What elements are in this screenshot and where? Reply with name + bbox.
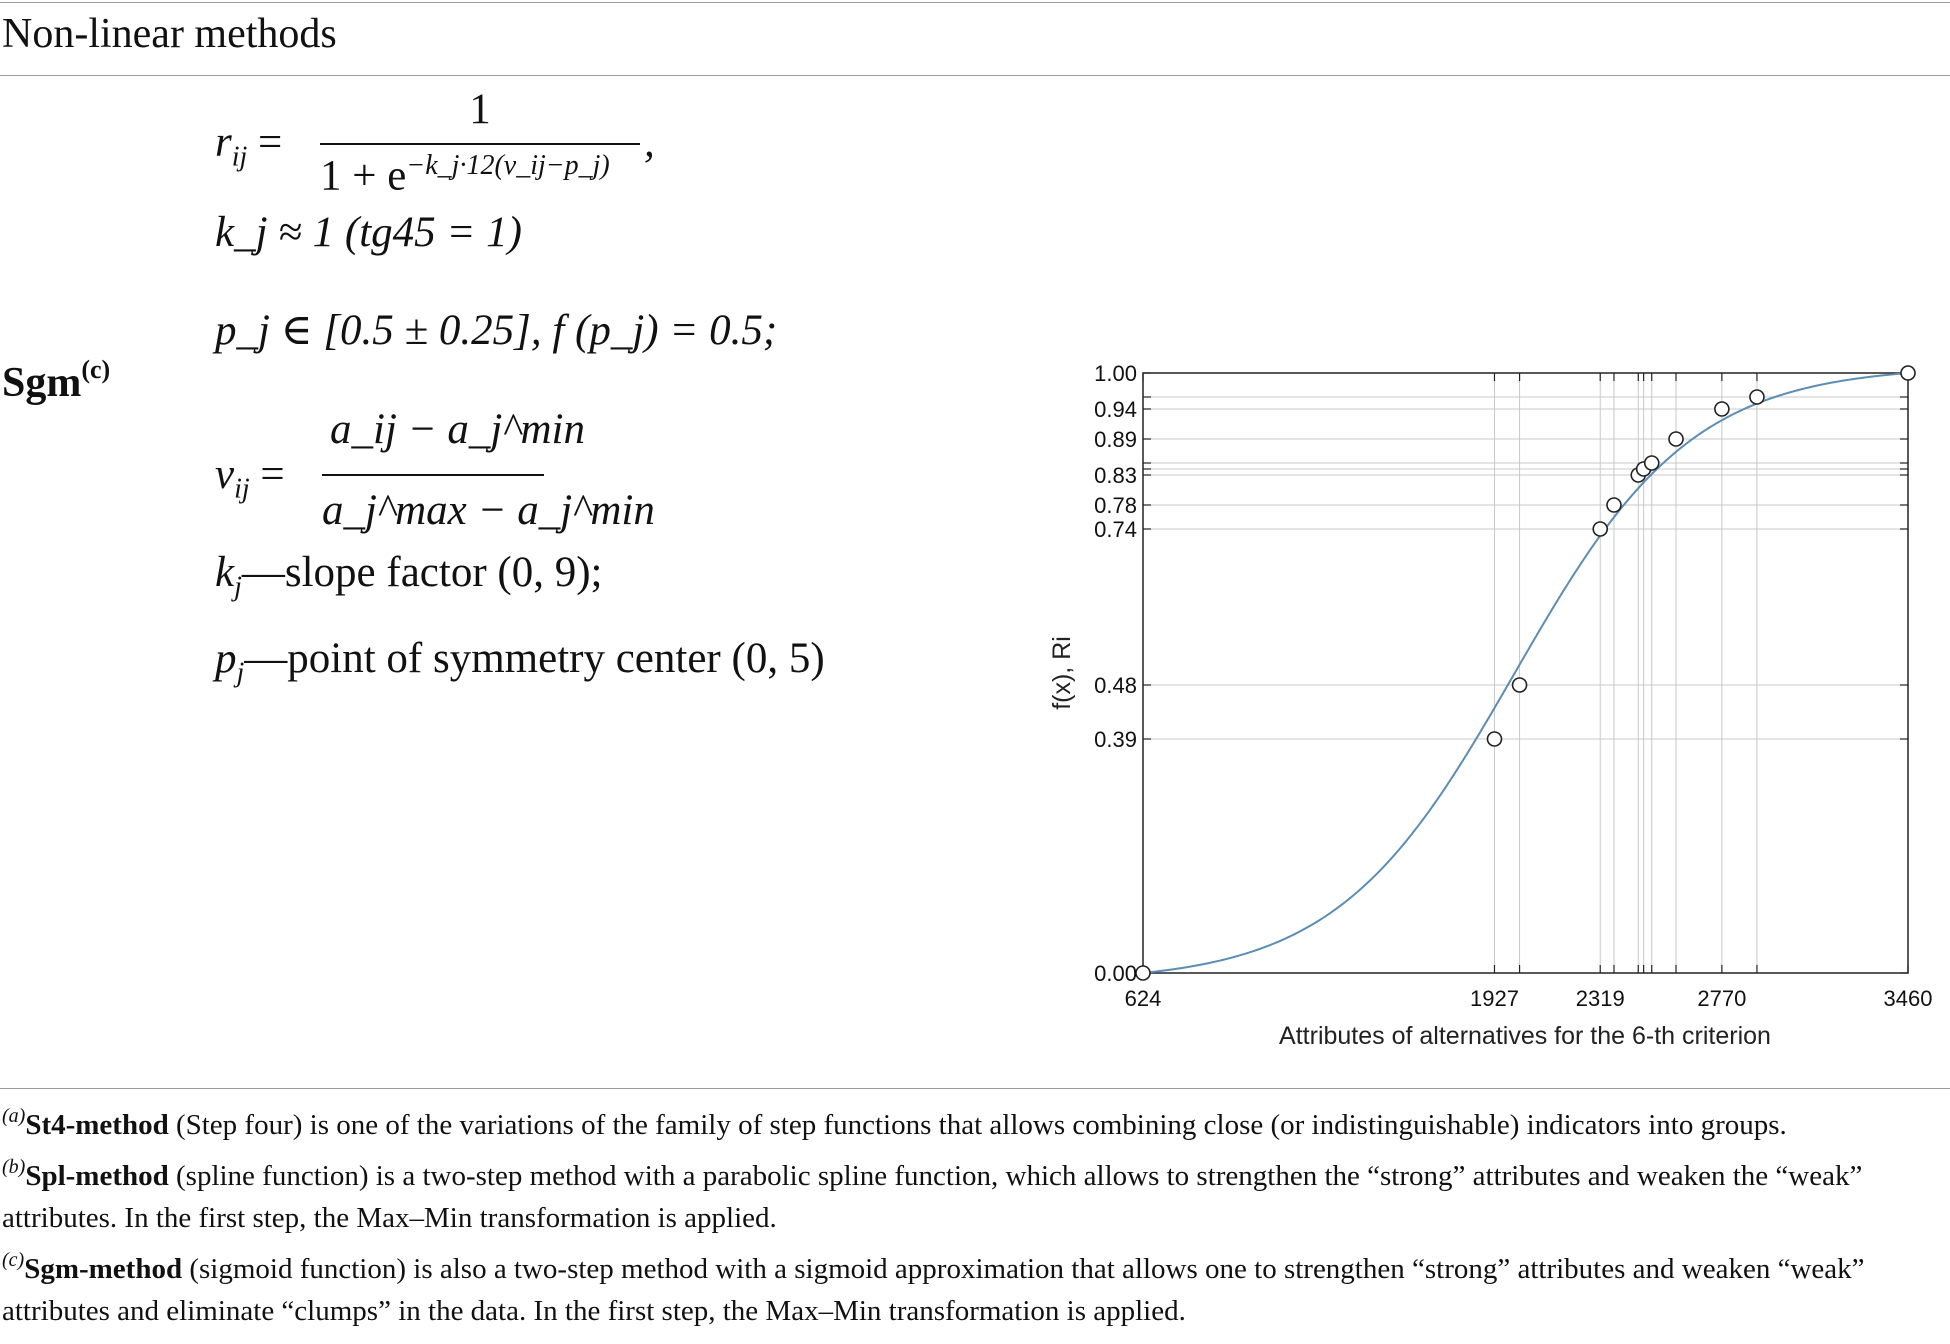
formula-r-tail: , (644, 119, 655, 166)
definition-p: $p_j—point$ of symmetry center (0, 5) (215, 635, 825, 689)
x-tick-label: 2319 (1575, 986, 1625, 1011)
footnote-b: $^{(b)}$Spl-method (spline function) is a two-step method with a parabolic spline function, which allows to strengthen the “strong” attributes and weaken the “weak” attributes. In the first step, the Max–Min transformation is applied. (2, 1156, 1863, 1234)
data-point (1715, 402, 1729, 416)
y-tick-label: 0.48 (1094, 673, 1137, 698)
formula-v-lhs: $v_{ij}$ = (215, 451, 285, 505)
method-label (2, 355, 110, 407)
y-tick-label: 0.94 (1094, 397, 1137, 422)
chart-grid (1143, 373, 1908, 973)
x-tick-label: 3460 (1883, 986, 1933, 1011)
top-rule (0, 2, 1950, 3)
footnote-a: $^{(a)}$St4-method (Step four) is one of the variations of the family of step functions that allows combining close (or indistinguishable) indicators into groups. (2, 1105, 1787, 1141)
x-tick-label: 1927 (1470, 986, 1519, 1011)
y-tick-label: 0.39 (1094, 727, 1137, 752)
definition-k: $k_j—slope$ factor (0, 9); (215, 549, 603, 603)
y-tick-label: 0.89 (1094, 427, 1137, 452)
data-point (1901, 366, 1915, 380)
y-tick-label: 0.00 (1094, 961, 1137, 986)
formula-p-line: p_j ∈ [0.5 ± 0.25], f (p_j) = 0.5; (215, 307, 778, 354)
formula-r-numerator: 1 (469, 86, 491, 133)
formula-v-numerator: a_ij − a_j^min (330, 406, 585, 453)
data-point (1669, 432, 1683, 446)
footnote-rule (0, 1088, 1950, 1089)
x-tick-label: 2770 (1697, 986, 1747, 1011)
y-axis-label: f(x), Ri (1048, 636, 1076, 710)
data-point (1487, 732, 1501, 746)
x-tick-label: 624 (1124, 986, 1162, 1011)
data-point (1136, 966, 1150, 980)
section-title: Non-linear methods (2, 11, 337, 57)
chart-points (1136, 366, 1915, 980)
footnote-c: $^{(c)}$Sgm-method (sigmoid function) is also a two-step method with a sigmoid approximation that allows one to strengthen “strong” attributes and weaken “weak” attributes and eliminate “clumps” in the data. In the first step, the Max–Min transformation is applied. (2, 1249, 1865, 1327)
footnotes (2, 1095, 1948, 1332)
section-rule (0, 75, 1950, 76)
y-tick-label: 0.78 (1094, 493, 1137, 518)
data-point (1593, 522, 1607, 536)
method-superscript: (c) (81, 355, 111, 384)
formula-v-denominator: a_j^max − a_j^min (322, 487, 655, 534)
data-point (1645, 456, 1659, 470)
data-point (1513, 678, 1527, 692)
formula-r-fraction-bar (320, 143, 640, 145)
formula-k-line: k_j ≈ 1 (tg45 = 1) (215, 209, 522, 256)
formula-v-fraction-bar (322, 474, 544, 476)
formula-r-lhs: $r_{ij}$ = (215, 119, 283, 173)
data-point (1607, 498, 1621, 512)
formula-r-denominator: $1 + e^{-k\_j\cdot 12(v\_ij-p\_j)}$ (320, 150, 610, 200)
data-point (1750, 390, 1764, 404)
sigmoid-chart (1040, 350, 1933, 1070)
method-name: Sgm (2, 360, 82, 406)
y-tick-label: 0.83 (1094, 463, 1137, 488)
y-tick-label: 0.74 (1094, 517, 1137, 542)
x-axis-label: Attributes of alternatives for the 6-th criterion (1279, 1022, 1771, 1050)
y-tick-label: 1.00 (1094, 361, 1137, 386)
